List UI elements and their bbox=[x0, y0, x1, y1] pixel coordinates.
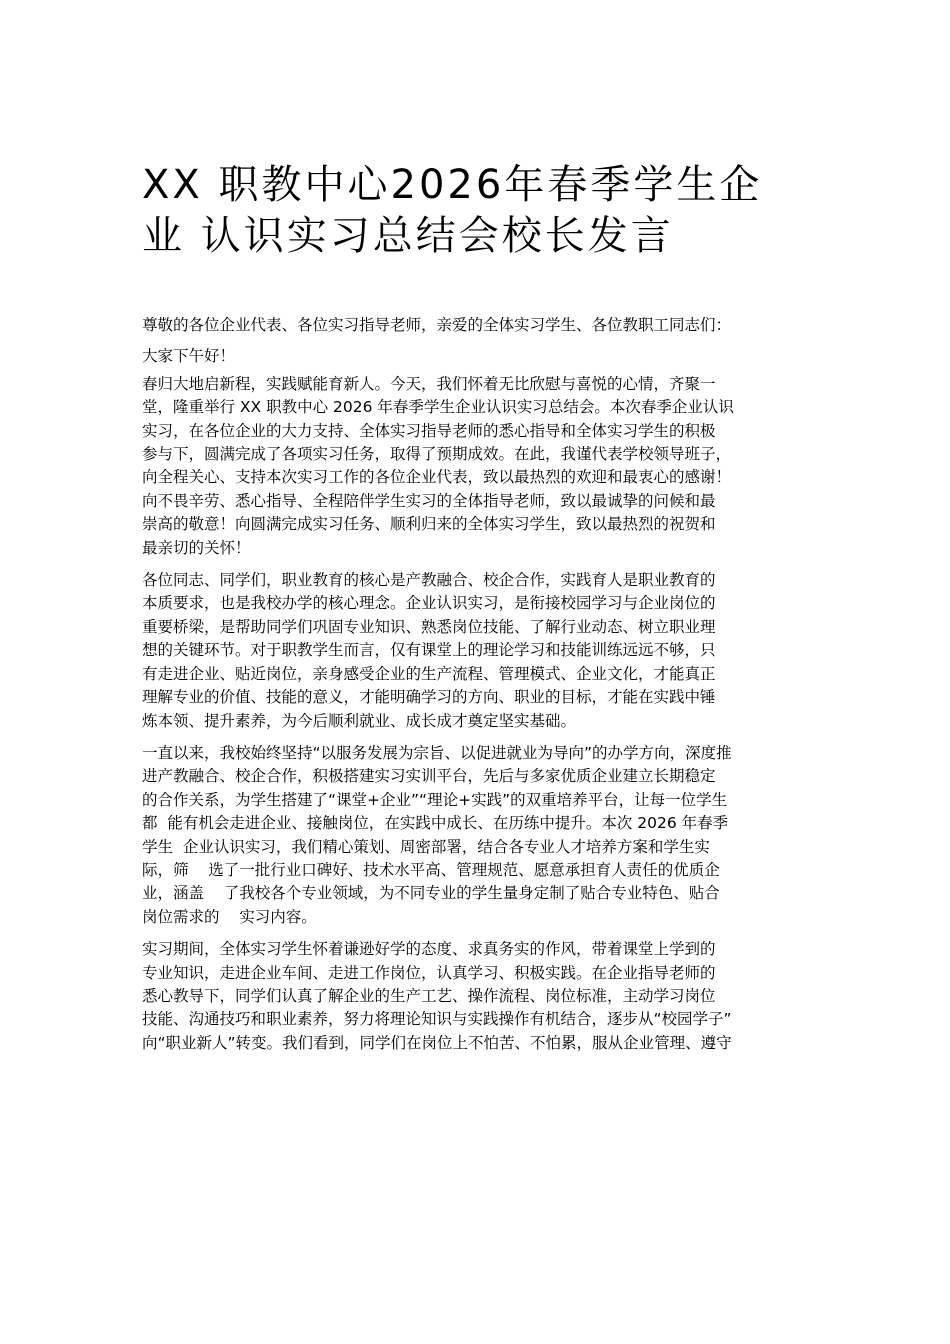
greeting-paragraph bbox=[142, 345, 832, 368]
body-paragraph-2 bbox=[142, 569, 832, 733]
text-line: 有走进企业、贴近岗位，亲身感受企业的生产流程、管理模式、企业文化，才能真正 bbox=[142, 664, 716, 683]
body-paragraph-4 bbox=[142, 938, 832, 1055]
text-line: 想的关键环节。对于职教学生而言，仅有课堂上的理论学习和技能训练远远不够，只 bbox=[142, 641, 716, 660]
text-line: 大家下午好！ bbox=[142, 347, 236, 366]
text-line: 技能、沟通技巧和职业素养，努力将理论知识与实践操作有机结合，逐步从“校园学子” bbox=[142, 1010, 732, 1029]
text-line: 实习，在各位企业的大力支持、全体实习指导老师的悉心指导和全体实习学生的积极 bbox=[142, 421, 716, 440]
text-line: 向不畏辛劳、悉心指导、全程陪伴学生实习的全体指导老师，致以最诚挚的问候和最 bbox=[142, 491, 716, 510]
body-paragraph-1 bbox=[142, 373, 832, 560]
text-line: 堂，隆重举行 XX 职教中心 2026 年春季学生企业认识实习总结会。本次春季企业认识 bbox=[142, 398, 734, 417]
document-title bbox=[142, 160, 822, 262]
text-line: 专业知识，走进企业车间、走进工作岗位，认真学习、积极实践。在企业指导老师的 bbox=[142, 963, 716, 982]
document-body bbox=[142, 314, 832, 1064]
text-line: 尊敬的各位企业代表、各位实习指导老师，亲爱的全体实习学生、各位教职工同志们： bbox=[142, 316, 732, 334]
title-line: 业 认识实习总结会校长发言 bbox=[142, 213, 674, 259]
text-line: 春归大地启新程，实践赋能育新人。今天，我们怀着无比欣慰与喜悦的心情，齐聚一 bbox=[142, 374, 716, 393]
text-line: 理解专业的价值、技能的意义，才能明确学习的方向、职业的目标，才能在实践中锤 bbox=[142, 688, 716, 707]
text-line: 向“职业新人”转变。我们看到，同学们在岗位上不怕苦、不怕累，服从企业管理、遵守 bbox=[142, 1033, 732, 1052]
text-line: 炼本领、提升素养，为今后顺利就业、成长成才奠定坚实基础。 bbox=[142, 711, 577, 730]
text-line: 实习期间，全体实习学生怀着谦逊好学的态度、求真务实的作风，带着课堂上学到的 bbox=[142, 940, 716, 959]
text-line: 进产教融合、校企合作，积极搭建实习实训平台，先后与多家优质企业建立长期稳定 bbox=[142, 767, 716, 786]
text-line: 业，涵盖 了我校各个专业领域，为不同专业的学生量身定制了贴合专业特色、贴合 bbox=[142, 884, 720, 903]
text-line: 悉心教导下，同学们认真了解企业的生产工艺、操作流程、岗位标准，主动学习岗位 bbox=[142, 986, 716, 1005]
text-line: 岗位需求的 实习内容。 bbox=[142, 907, 317, 926]
text-line: 都 能有机会走进企业、接触岗位，在实践中成长、在历练中提升。本次 2026 年春季 bbox=[142, 814, 729, 833]
text-line: 最亲切的关怀！ bbox=[142, 538, 251, 557]
text-line: 际，筛 选了一批行业口碑好、技术水平高、管理规范、愿意承担育人责任的优质企 bbox=[142, 860, 720, 879]
text-line: 向全程关心、支持本次实习工作的各位企业代表，致以最热烈的欢迎和最衷心的感谢！ bbox=[142, 468, 732, 487]
salutation-paragraph bbox=[142, 314, 832, 337]
text-line: 一直以来，我校始终坚持“以服务发展为宗旨、以促进就业为导向”的办学方向，深度推 bbox=[142, 743, 732, 762]
text-line: 学生 企业认识实习，我们精心策划、周密部署，结合各专业人才培养方案和学生实 bbox=[142, 837, 710, 856]
text-line: 重要桥梁，是帮助同学们巩固专业知识、熟悉岗位技能、了解行业动态、树立职业理 bbox=[142, 617, 716, 636]
text-line: 的合作关系，为学生搭建了“课堂+企业”“理论+实践”的双重培养平台，让每一位学生 bbox=[142, 790, 728, 809]
body-paragraph-3 bbox=[142, 742, 832, 929]
text-line: 各位同志、同学们，职业教育的核心是产教融合、校企合作，实践育人是职业教育的 bbox=[142, 571, 716, 590]
text-line: 参与下，圆满完成了各项实习任务，取得了预期成效。在此，我谨代表学校领导班子， bbox=[142, 445, 732, 464]
text-line: 崇高的敬意！向圆满完成实习任务、顺利归来的全体实习学生，致以最热烈的祝贺和 bbox=[142, 515, 716, 534]
text-line: 本质要求，也是我校办学的核心理念。企业认识实习，是衔接校园学习与企业岗位的 bbox=[142, 594, 716, 613]
title-line: XX 职教中心2026年春季学生企 bbox=[142, 162, 763, 208]
